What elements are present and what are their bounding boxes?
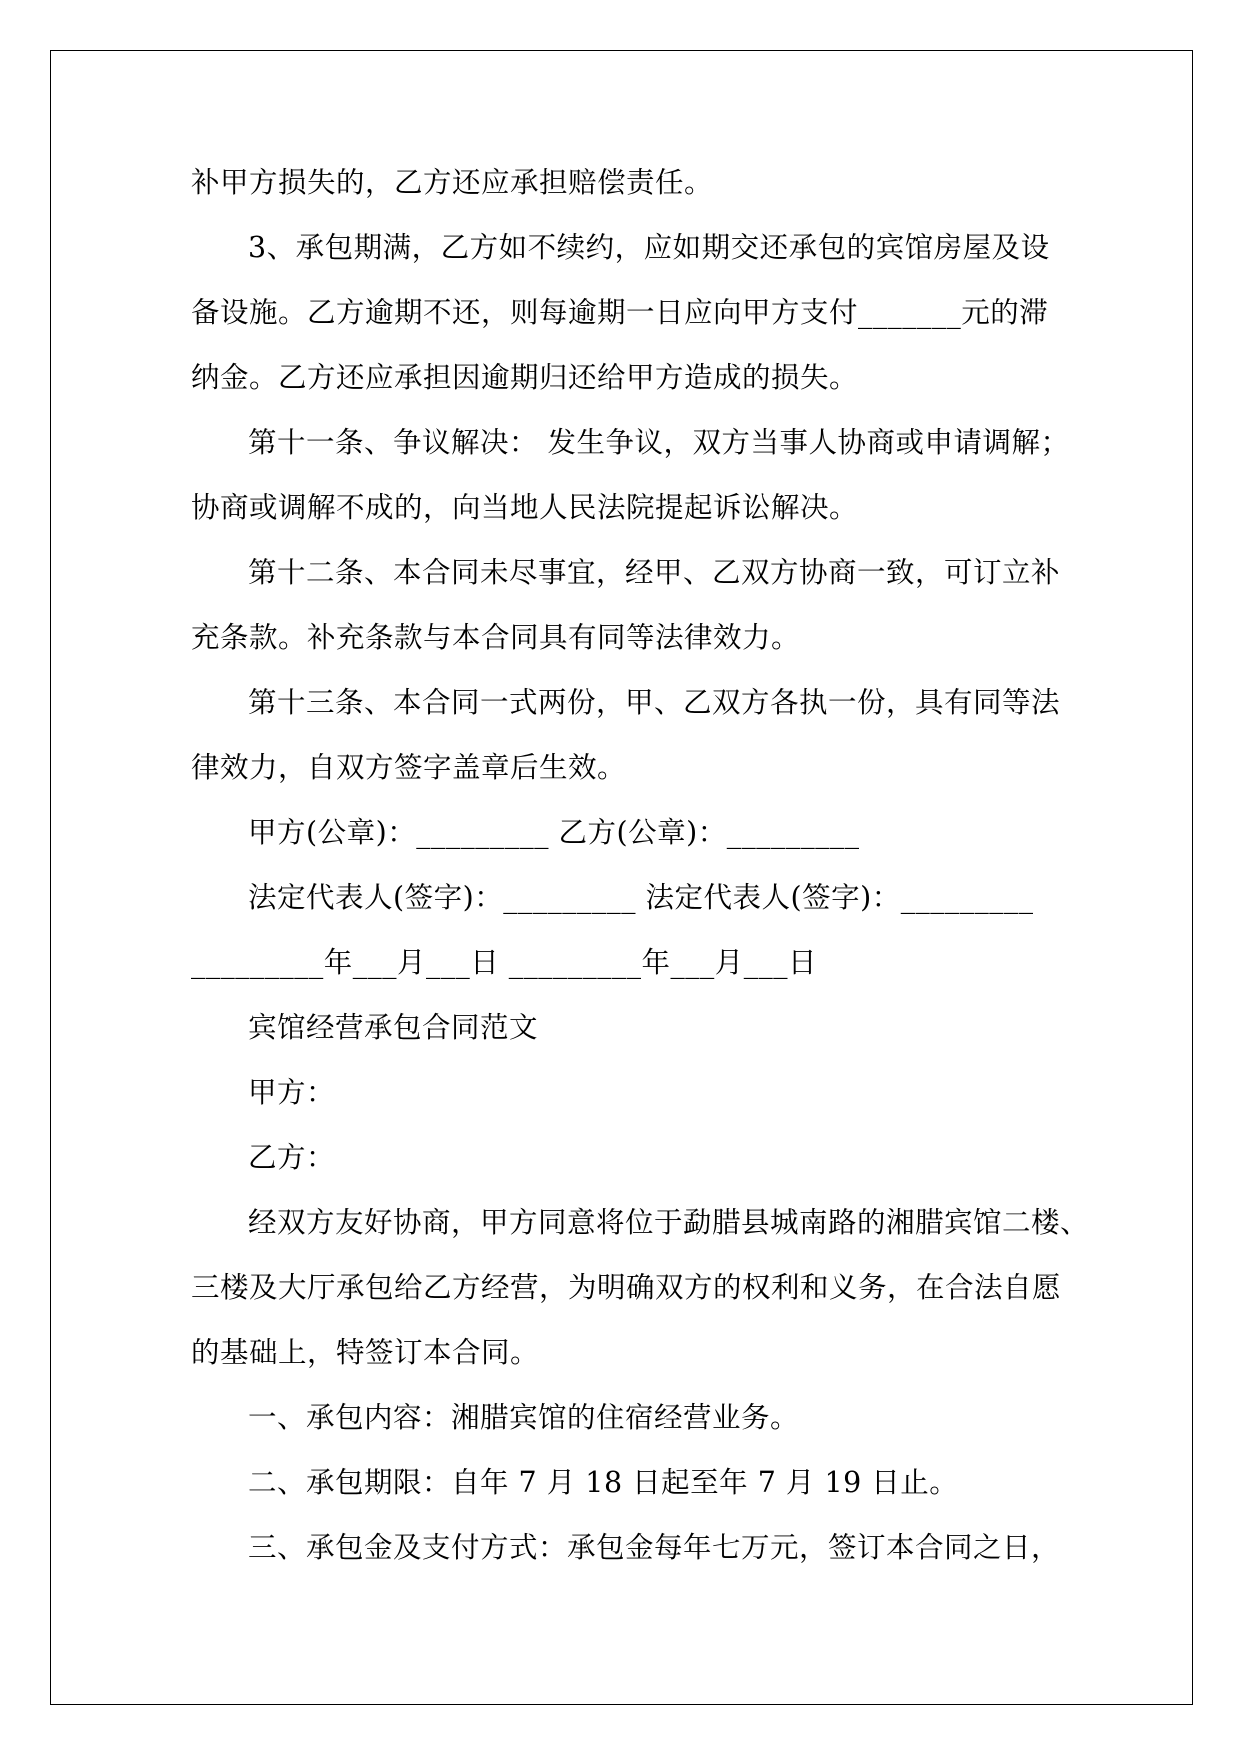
clause-contract-term: 二、承包期限：自年 7 月 18 日起至年 7 月 19 日止。 — [248, 1466, 959, 1499]
text-line: 备设施。乙方逾期不还，则每逾期一日应向甲方支付_______元的滞 — [191, 296, 1049, 329]
party-a-label: 甲方： — [248, 1076, 336, 1109]
text-line: 纳金。乙方还应承担因逾期归还给甲方造成的损失。 — [191, 361, 859, 394]
text-line: 三楼及大厅承包给乙方经营，为明确双方的权利和义务，在合法自愿 — [191, 1271, 1062, 1304]
text-line: 充条款。补充条款与本合同具有同等法律效力。 — [191, 621, 801, 654]
signature-line-date: _________年___月___日 _________年___月___日 — [191, 946, 818, 979]
text-line: 协商或调解不成的，向当地人民法院提起诉讼解决。 — [191, 491, 859, 524]
document-body — [191, 150, 1090, 1580]
text-line: 的基础上，特签订本合同。 — [191, 1336, 540, 1369]
signature-line-representative: 法定代表人(签字)：_________ 法定代表人(签字)：_________ — [248, 881, 1034, 914]
text-line: 第十一条、争议解决： 发生争议，双方当事人协商或申请调解； — [248, 426, 1070, 459]
text-line: 经双方友好协商，甲方同意将位于勐腊县城南路的湘腊宾馆二楼、 — [248, 1206, 1090, 1239]
clause-contract-content: 一、承包内容：湘腊宾馆的住宿经营业务。 — [248, 1401, 800, 1434]
party-b-label: 乙方： — [248, 1141, 336, 1174]
section-title: 宾馆经营承包合同范文 — [248, 1011, 539, 1044]
clause-payment: 三、承包金及支付方式：承包金每年七万元，签订本合同之日， — [248, 1531, 1061, 1564]
signature-line-seal: 甲方(公章)：_________ 乙方(公章)：_________ — [248, 816, 860, 849]
text-line: 3、承包期满，乙方如不续约，应如期交还承包的宾馆房屋及设 — [248, 231, 1050, 264]
text-line: 律效力，自双方签字盖章后生效。 — [191, 751, 627, 784]
text-line: 第十二条、本合同未尽事宜，经甲、乙双方协商一致，可订立补 — [248, 556, 1061, 589]
text-line: 第十三条、本合同一式两份，甲、乙双方各执一份，具有同等法 — [248, 686, 1061, 719]
text-line: 补甲方损失的，乙方还应承担赔偿责任。 — [191, 166, 714, 199]
